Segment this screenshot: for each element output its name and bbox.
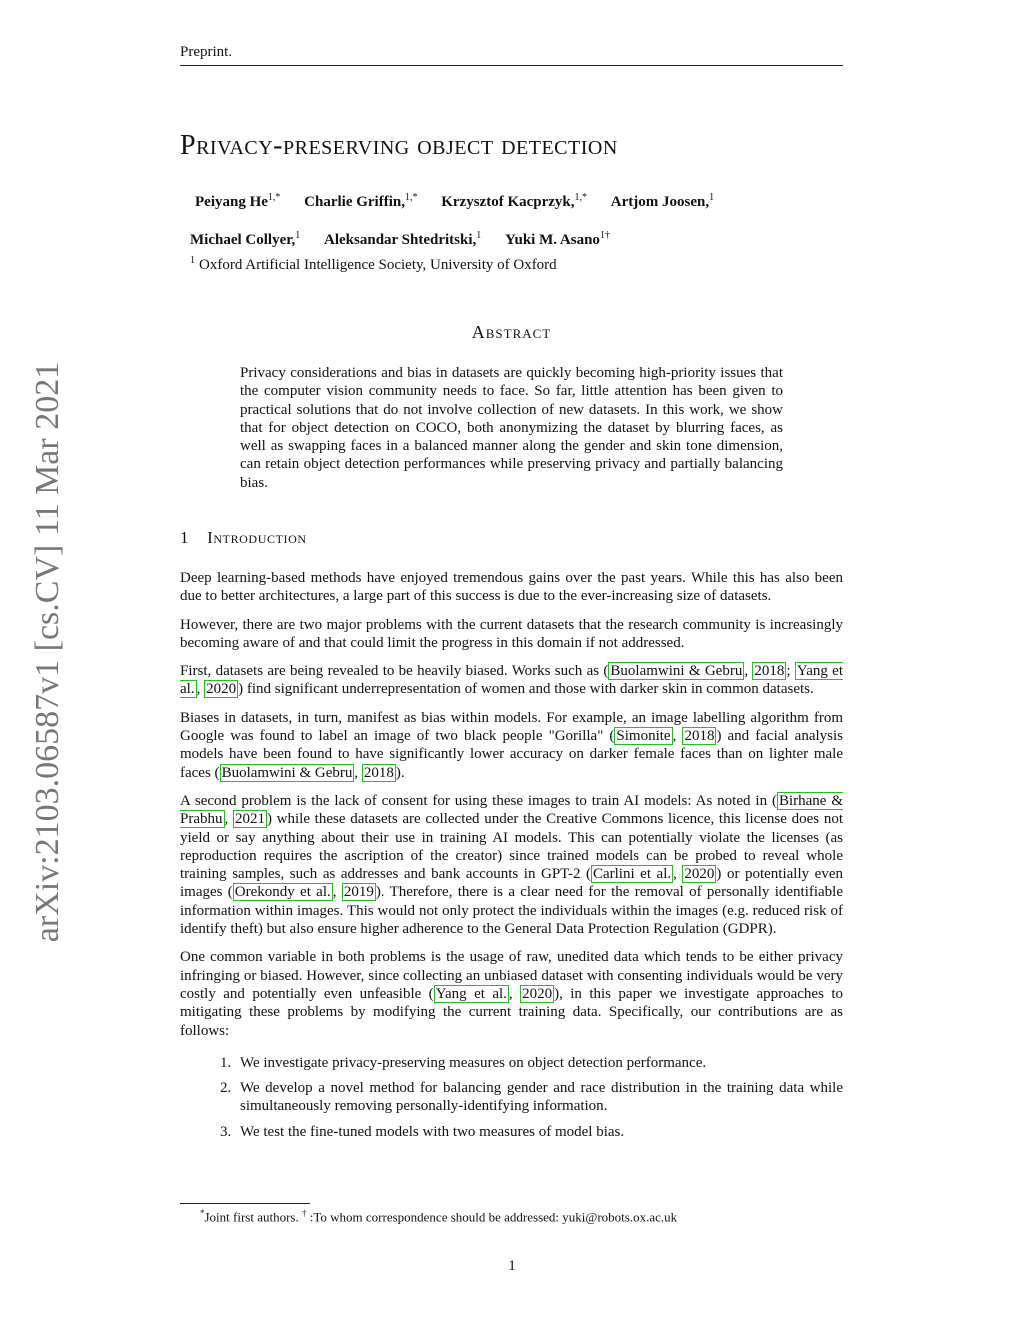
list-item: 1. We investigate privacy-preserving measures on object detection performance. xyxy=(220,1054,707,1071)
citation-link[interactable]: Orekondy et al. xyxy=(234,884,331,901)
section-heading: 1 Introduction xyxy=(180,528,307,547)
author: Yuki M. Asano$^{1\dagger}$ xyxy=(505,230,610,248)
contributions-list xyxy=(180,1054,843,1141)
footnote-rule xyxy=(180,1203,310,1204)
intro-body xyxy=(180,569,843,1148)
running-header: Preprint. xyxy=(180,44,843,66)
citation-link[interactable]: Carlini et al. xyxy=(592,866,672,883)
author: Artjom Joosen,$^1$ xyxy=(610,192,715,210)
paragraph: First, datasets are being revealed to be heavily biased. Works such as ( Buolamwini & Gebru , 2018 ; Yang et al. , 2020 ) find significant underrepresentation of women and those with darker skin in common datasets. xyxy=(180,663,843,698)
list-item: 2. We develop a novel method for balancing gender and race distribution in the training data while simultaneously removing personally-identifying information. xyxy=(220,1080,843,1115)
citation-link[interactable]: 2018 xyxy=(684,728,715,745)
affiliation: $^1$ Oxford Artificial Intelligence Society, University of Oxford xyxy=(190,255,557,273)
citation-link[interactable]: Simonite xyxy=(616,728,671,745)
citation-link[interactable]: Birhane & Prabhu xyxy=(180,792,843,828)
paragraph: Deep learning-based methods have enjoyed tremendous gains over the past years. While this has also been due to better architectures, a large part of this success is due to the ever-increasing size of datasets. xyxy=(180,570,843,605)
paragraph: A second problem is the lack of consent for using these images to train AI models: As noted in ( Birhane & Prabhu , 2021 ) while these datasets are collected under the Creative Commons licence, this license does not yield or say anything about their use in training AI models. This can potentially violate the licenses (as reproduction requires the ascription of the creator) since trained models can be probed to reveal whole training samples, such as addresses and bank accounts in GPT-2 ( Carlini et al. , 2020 ) or potentially even images ( Orekondy et al. , 2019 ). Therefore, there is a clear need for the removal of personally identifiable information within images. This would not only protect the individuals within the images (e.g. reduced risk of identify theft) but also ensure higher adherence to the General Data Protection Regulation (GDPR). xyxy=(180,792,844,938)
citation-link[interactable]: 2020 xyxy=(206,681,237,698)
page-number: 1 xyxy=(508,1258,516,1274)
arxiv-stamp-text: arXiv:2103.06587v1 [cs.CV] 11 Mar 2021 xyxy=(29,361,66,943)
author: Peiyang $He^{1,*}$ xyxy=(195,192,281,210)
author-list-row-2 xyxy=(190,230,830,249)
citation-link[interactable]: Buolamwini & Gebru xyxy=(610,663,743,680)
citation-link[interactable]: 2019 xyxy=(343,884,374,901)
citation-link[interactable]: 2020 xyxy=(522,985,553,1002)
citation-link[interactable]: 2018 xyxy=(754,663,785,680)
citation-link[interactable]: 2018 xyxy=(363,764,394,781)
citation-link[interactable]: Buolamwini & Gebru xyxy=(221,764,353,781)
footnote: *Joint first authors. † :To whom correspondence should be addressed: yuki@robots.ox.ac.uk xyxy=(200,1208,678,1225)
author: Michael Collyer,$^1$ xyxy=(190,230,301,248)
abstract-text: Privacy considerations and bias in datasets are quickly becoming high-priority issues that the computer vision community needs to face. So far, little attention has been given to practical solutions that do not involve collection of new datasets. In this work, we show that for object detection on COCO, both anonymizing the dataset by blurring faces, as well as swapping faces in a balanced manner along the gender and skin tone dimension, can retain object detection performances while preserving privacy and partially balancing bias. xyxy=(240,365,783,491)
citation-link[interactable]: 2020 xyxy=(684,866,715,883)
citation-link[interactable]: Yang et al. xyxy=(435,985,507,1002)
citation-link[interactable]: Yang et al. xyxy=(180,663,843,698)
citation-link[interactable]: 2021 xyxy=(234,811,265,828)
paragraph: One common variable in both problems is the usage of raw, unedited data which tends to be either privacy infringing or biased. However, since collecting an unbiased dataset with consenting individuals would be very costly and potentially even unfeasible ( Yang et al. , 2020 ), in this paper we investigate approaches to mitigating these problems by modifying the current training data. Specifically, our contributions are as follows: xyxy=(180,949,844,1039)
paragraph: Biases in datasets, in turn, manifest as bias within models. For example, an image labelling algorithm from Google was found to label an image of two black people "Gorilla" ( Simonite , 2018 ) and facial analysis models have been found to have significantly lower accuracy on darker female faces than on lighter male faces ( Buolamwini & Gebru , 2018 ). xyxy=(180,709,843,781)
author: Aleksandar Shtedritski,$^1$ xyxy=(324,230,482,248)
paper-title: Privacy-preserving object detection xyxy=(180,130,618,161)
list-item: 3. We test the fine-tuned models with two measures of model bias. xyxy=(220,1123,625,1140)
abstract-heading: Abstract xyxy=(471,322,552,342)
paragraph: However, there are two major problems with the current datasets that the research community is increasingly becoming aware of and that could limit the progress in this domain if not addressed. xyxy=(180,616,843,651)
author: Charlie Griffin,$^{1,*}$ xyxy=(304,192,418,210)
author: Krzysztof Kacprzyk,$^{1,*}$ xyxy=(441,192,588,210)
author-list-row-1 xyxy=(195,192,835,211)
